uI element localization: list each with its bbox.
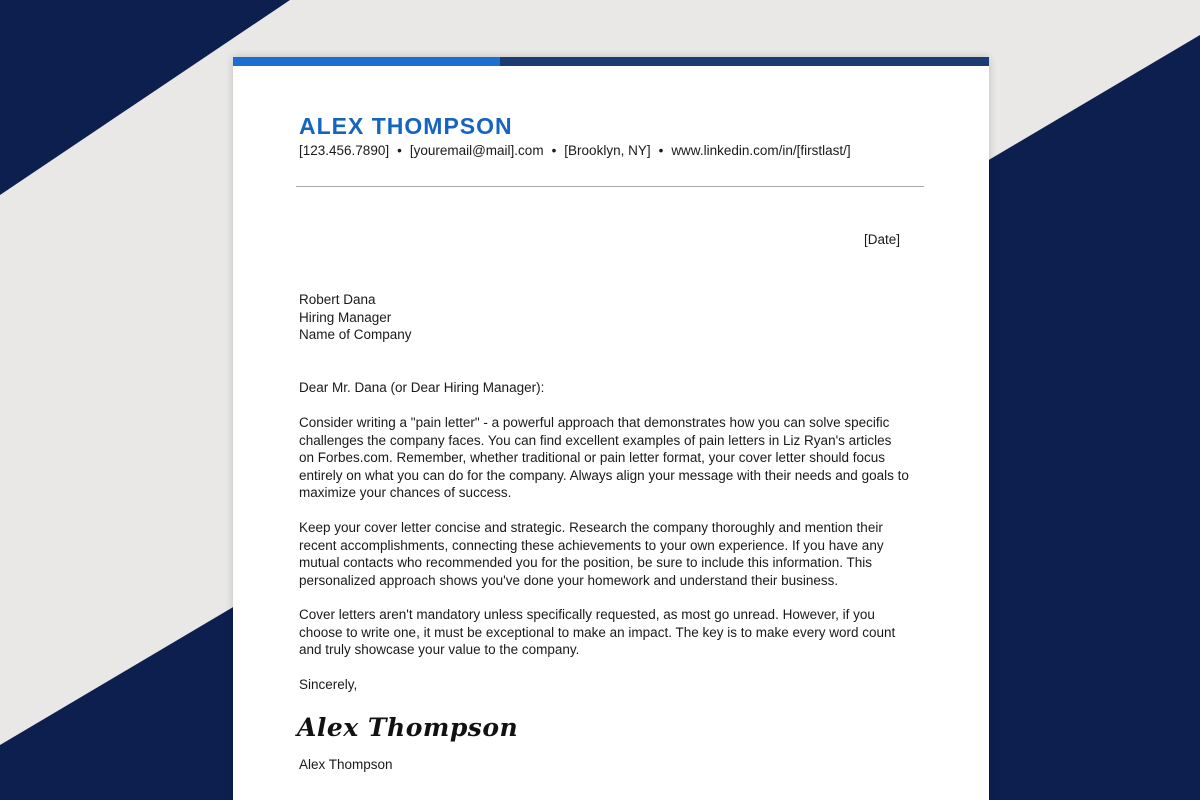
closing: Sincerely, (299, 677, 358, 692)
body-paragraph: Consider writing a "pain letter" - a powerful approach that demonstrates how you can solve specific challenges the company faces. You can find excellent examples of pain letters in Liz Ryan's articles on Forbes.com. Remember, whether traditional or pain letter format, your cover letter should focus entirely on what you can do for the company. Always align your message with their needs and goals to maximize your chances of success. (299, 415, 909, 500)
contact-line (299, 142, 851, 160)
phone: [123.456.7890] (299, 143, 390, 158)
header-divider (296, 186, 924, 187)
applicant-name: ALEX THOMPSON (299, 113, 513, 139)
body-paragraph: Cover letters aren't mandatory unless specifically requested, as most go unread. However, if you choose to write one, it must be exceptional to make an impact. The key is to make every word count and truly showcase your value to the company. (299, 607, 896, 657)
location: [Brooklyn, NY] (564, 143, 651, 158)
body-paragraph: Keep your cover letter concise and strategic. Research the company thoroughly and mention their recent accomplishments, connecting these achievements to your own experience. If you have any mutual contacts who recommended you for the position, be sure to include this information. This personalized approach shows you've done your homework and understand their business. (299, 520, 884, 588)
signature: Alex Thompson (297, 713, 519, 742)
email: [youremail@mail].com (409, 143, 544, 158)
recipient-block (299, 291, 899, 344)
salutation: Dear Mr. Dana (or Dear Hiring Manager): (299, 380, 545, 395)
accent-bar-right (500, 57, 989, 66)
recipient-title: Hiring Manager (299, 309, 392, 325)
linkedin-url: www.linkedin.com/in/[firstlast/] (671, 143, 851, 158)
signed-name: Alex Thompson (299, 757, 393, 772)
accent-bar-left (233, 57, 500, 66)
letter-date: [Date] (863, 232, 900, 247)
recipient-company: Name of Company (299, 327, 412, 342)
recipient-name: Robert Dana (299, 292, 376, 307)
separator: • (551, 143, 557, 158)
separator: • (397, 143, 402, 158)
letter-page (233, 57, 989, 800)
separator: • (658, 143, 664, 158)
